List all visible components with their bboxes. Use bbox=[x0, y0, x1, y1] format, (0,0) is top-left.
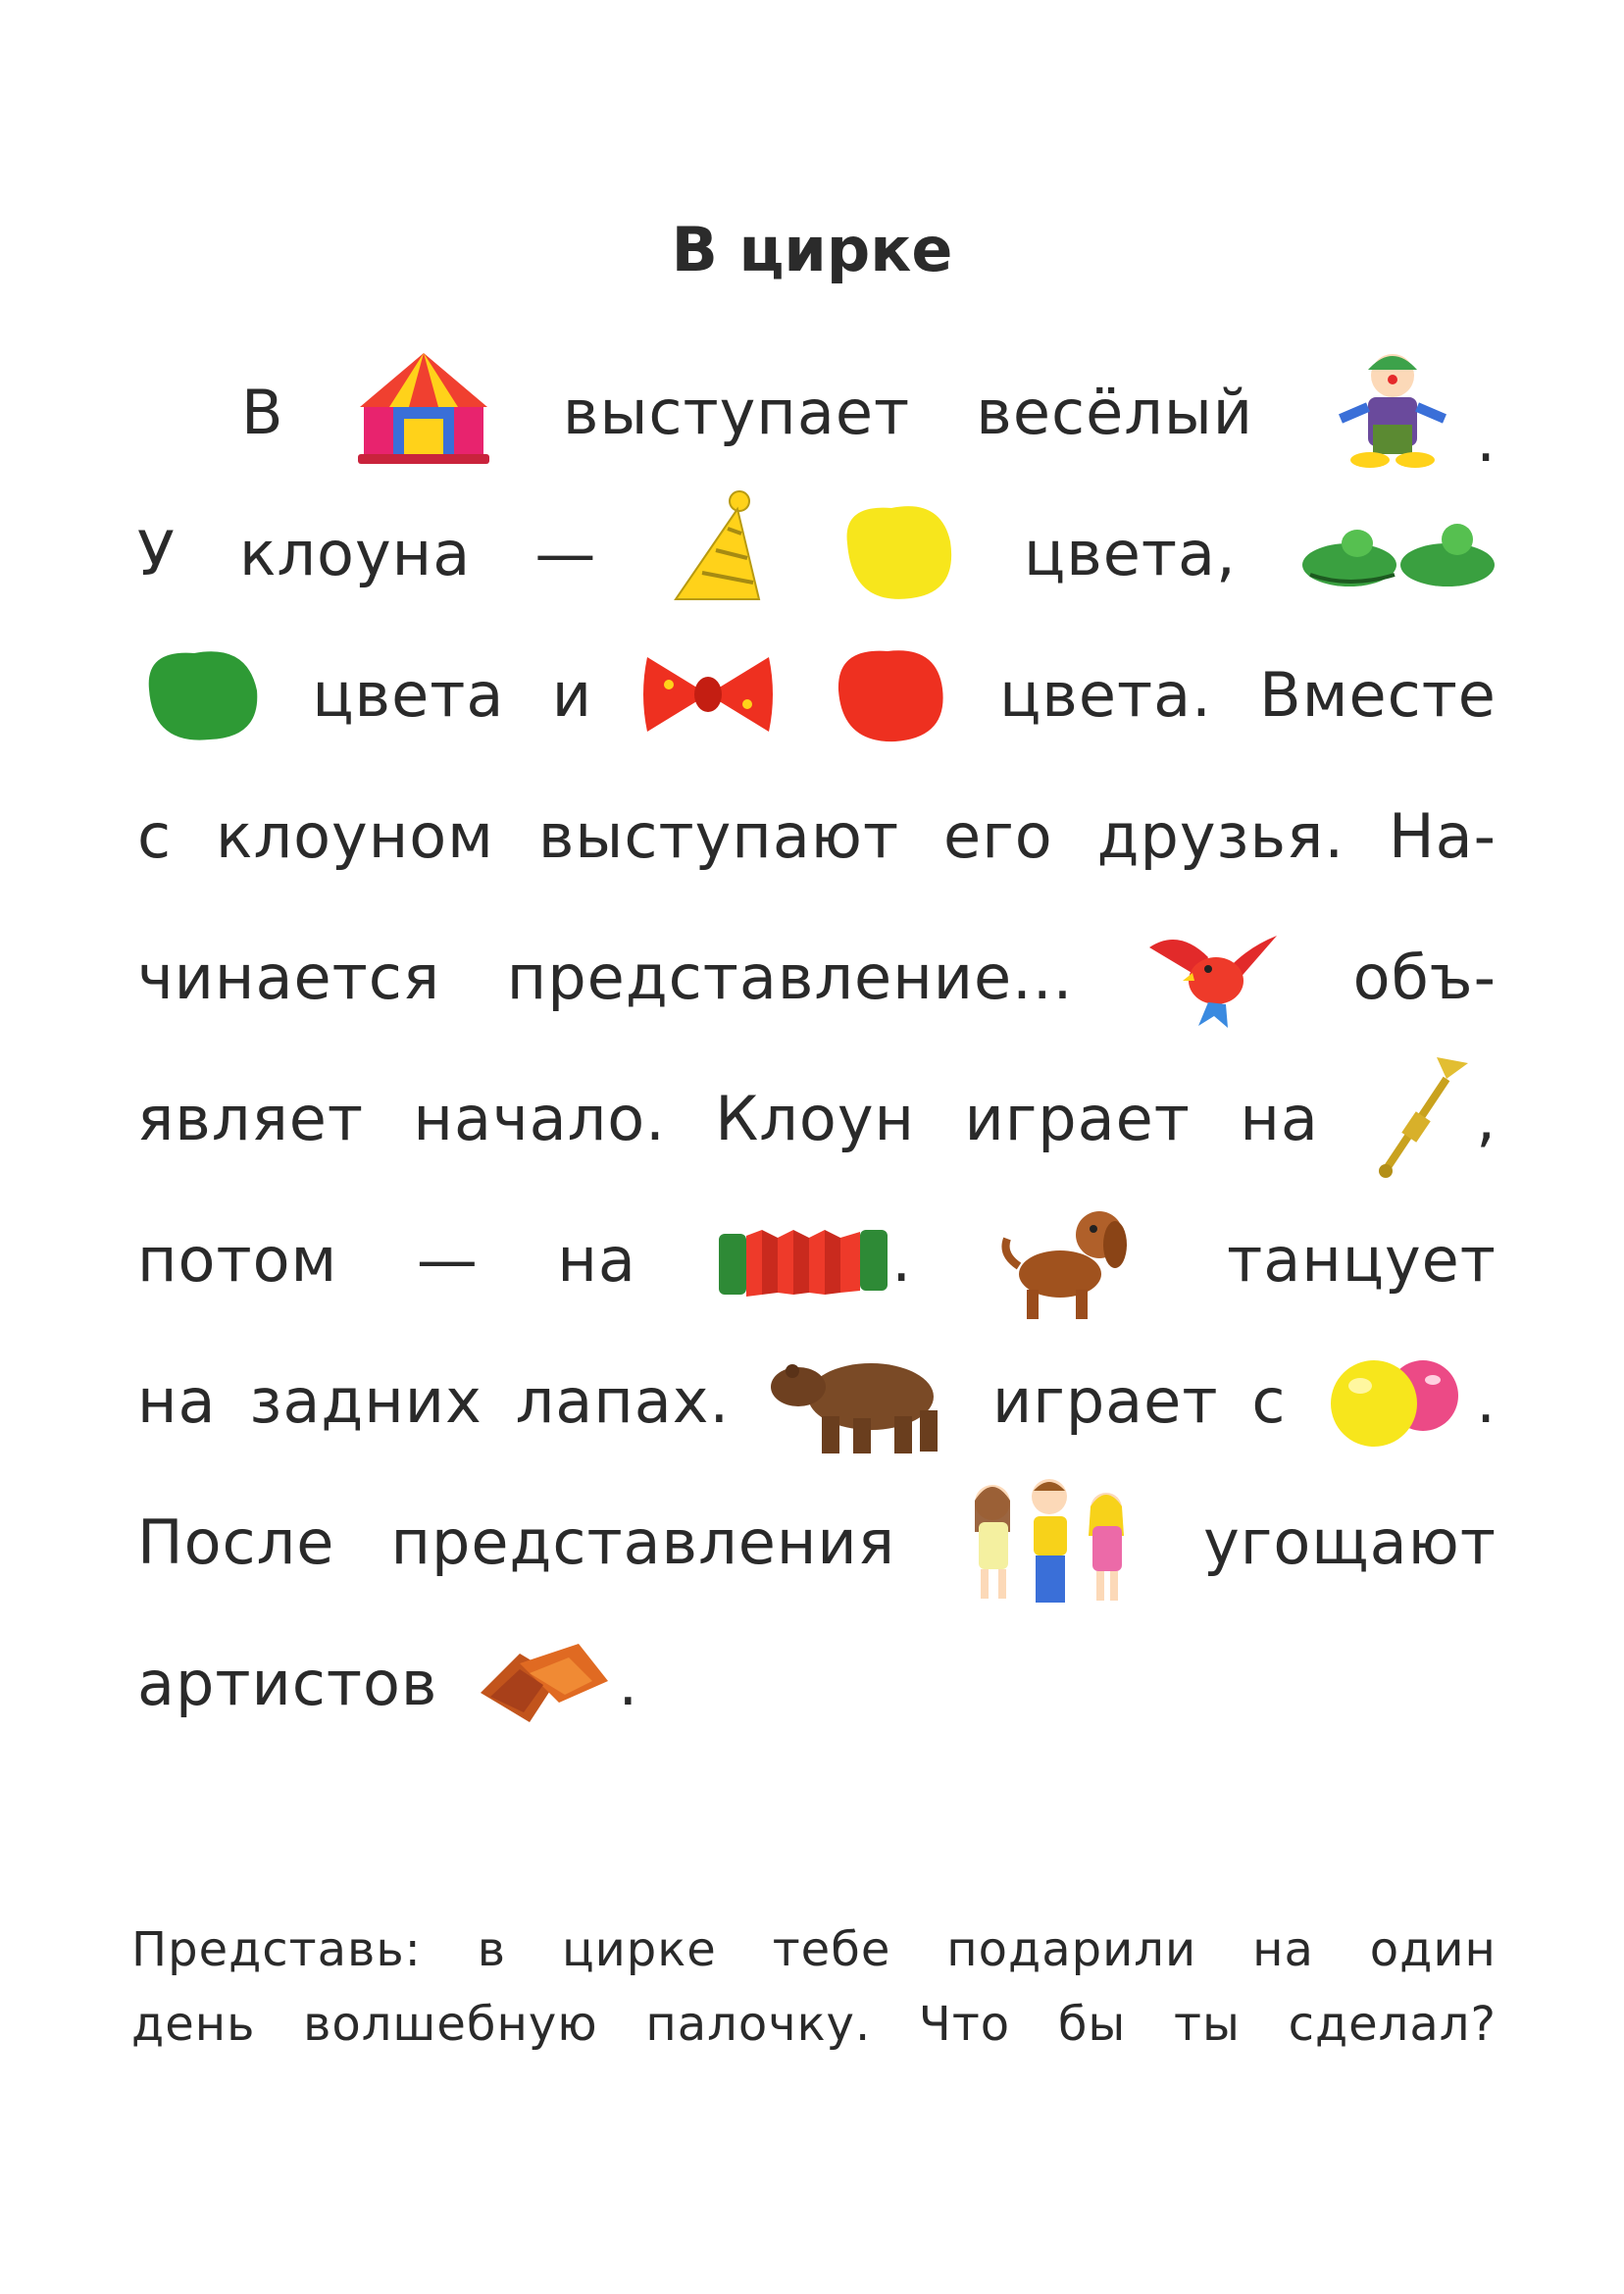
dog-icon bbox=[991, 1196, 1148, 1323]
word: угощают bbox=[1203, 1505, 1497, 1578]
word: . bbox=[618, 1647, 639, 1719]
word: один bbox=[1369, 1922, 1497, 1977]
clown-icon bbox=[1319, 348, 1497, 476]
text-line-2 bbox=[137, 484, 1497, 622]
word: ты bbox=[1174, 1997, 1241, 2052]
text-line-4 bbox=[137, 767, 1497, 904]
word: цвета. bbox=[999, 658, 1212, 731]
word: играет bbox=[964, 1082, 1191, 1154]
parrot-icon bbox=[1140, 918, 1287, 1036]
word: являет bbox=[137, 1082, 365, 1154]
word: артистов bbox=[137, 1647, 438, 1719]
word: Вместе bbox=[1259, 658, 1497, 731]
text-line-1 bbox=[241, 343, 1497, 481]
word: тебе bbox=[772, 1922, 891, 1977]
word: На- bbox=[1388, 799, 1497, 872]
text-line-5 bbox=[137, 908, 1497, 1045]
red-color-blob-icon bbox=[825, 636, 952, 753]
word: клоуном bbox=[216, 799, 494, 872]
yellow-color-blob-icon bbox=[833, 494, 960, 612]
word: с bbox=[1251, 1364, 1287, 1437]
word: Представь: bbox=[131, 1922, 422, 1977]
word: потом bbox=[137, 1223, 338, 1296]
word: играет bbox=[991, 1364, 1219, 1437]
word: в bbox=[477, 1922, 507, 1977]
party-hat-icon bbox=[661, 489, 769, 617]
green-color-blob-icon bbox=[137, 636, 265, 753]
note-line-2 bbox=[131, 1997, 1497, 2052]
word: В bbox=[241, 376, 284, 448]
word: . bbox=[1476, 404, 1497, 476]
word: цирке bbox=[561, 1922, 717, 1977]
word: подарили bbox=[946, 1922, 1197, 1977]
word: клоуна bbox=[238, 517, 472, 589]
word: его bbox=[943, 799, 1053, 872]
word: Клоун bbox=[715, 1082, 916, 1154]
text-line-6 bbox=[137, 1049, 1497, 1187]
word: выступает bbox=[562, 376, 911, 448]
word: начало. bbox=[413, 1082, 666, 1154]
word: У bbox=[137, 517, 176, 589]
word: цвета bbox=[312, 658, 505, 731]
word: представление... bbox=[506, 941, 1074, 1013]
text-line-7 bbox=[137, 1191, 1497, 1328]
word: представления bbox=[390, 1505, 895, 1578]
word: день bbox=[131, 1997, 256, 2052]
word: сделал? bbox=[1288, 1997, 1497, 2052]
clown-shoes-icon bbox=[1300, 504, 1497, 602]
word: чинается bbox=[137, 941, 441, 1013]
accordion-icon bbox=[715, 1210, 912, 1308]
word: волшебную bbox=[303, 1997, 598, 2052]
word: , bbox=[1476, 1082, 1497, 1154]
word: на bbox=[137, 1364, 217, 1437]
word: объ- bbox=[1352, 941, 1497, 1013]
candy-icon bbox=[471, 1634, 672, 1732]
text-line-8 bbox=[137, 1332, 1497, 1469]
word: на bbox=[557, 1223, 636, 1296]
word: задних bbox=[249, 1364, 482, 1437]
word: танцует bbox=[1227, 1223, 1497, 1296]
word: друзья. bbox=[1096, 799, 1345, 872]
balls-icon bbox=[1319, 1347, 1497, 1454]
word: бы bbox=[1057, 1997, 1127, 2052]
word: весёлый bbox=[976, 376, 1254, 448]
word: — bbox=[416, 1223, 479, 1296]
word: После bbox=[137, 1505, 335, 1578]
note-line-1 bbox=[131, 1922, 1497, 1977]
text-line-3 bbox=[137, 626, 1497, 763]
word: выступают bbox=[537, 799, 900, 872]
word: . bbox=[1476, 1364, 1497, 1437]
bow-tie-icon bbox=[639, 645, 777, 743]
word: палочку. bbox=[645, 1997, 872, 2052]
text-line-10 bbox=[137, 1614, 1497, 1752]
word: на bbox=[1240, 1082, 1319, 1154]
word: лапах. bbox=[515, 1364, 731, 1437]
text-line-9 bbox=[137, 1473, 1497, 1610]
circus-tent-icon bbox=[350, 348, 497, 476]
word: с bbox=[137, 799, 173, 872]
bear-icon bbox=[763, 1342, 959, 1459]
page-title: В цирке bbox=[671, 214, 953, 285]
word: — bbox=[534, 517, 597, 589]
word: Что bbox=[918, 1997, 1011, 2052]
children-icon bbox=[951, 1473, 1147, 1610]
word: на bbox=[1252, 1922, 1314, 1977]
word: цвета, bbox=[1024, 517, 1237, 589]
trumpet-icon bbox=[1368, 1049, 1497, 1187]
word: и bbox=[551, 658, 593, 731]
word: . bbox=[891, 1223, 913, 1296]
